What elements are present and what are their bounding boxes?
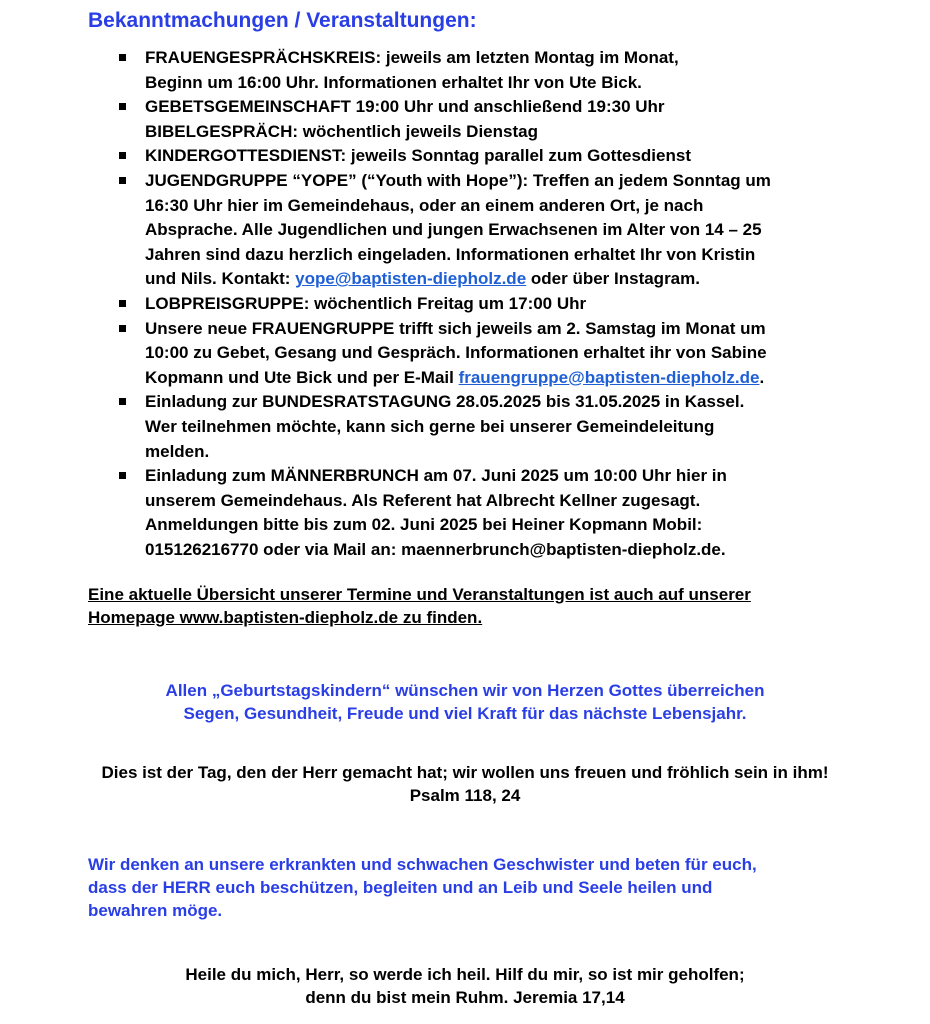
item-line: Jahren sind dazu herzlich eingeladen. Informationen erhaltet Ihr von Kristin: [145, 244, 756, 264]
item-line: unserem Gemeindehaus. Als Referent hat Albrecht Kellner zugesagt.: [145, 490, 701, 510]
bible-verse-jeremia: [0, 963, 930, 1009]
list-item: [110, 292, 910, 317]
item-line: LOBPREISGRUPPE: wöchentlich Freitag um 17:00 Uhr: [145, 293, 587, 313]
item-line: [145, 366, 910, 391]
item-line: 015126216770 oder via Mail an: maennerbrunch@baptisten-diepholz.de.: [145, 539, 726, 559]
item-text: und Nils. Kontakt:: [145, 269, 296, 289]
item-line: BIBELGESPRÄCH: wöchentlich jeweils Dienstag: [145, 121, 538, 141]
item-text: .: [759, 367, 765, 387]
list-item: [110, 95, 910, 144]
verse-reference: Psalm 118, 24: [409, 786, 521, 805]
prayer-notice: [88, 853, 757, 922]
homepage-line: Homepage www.baptisten-diepholz.de zu finden.: [88, 608, 483, 627]
frauengruppe-email-link[interactable]: frauengruppe@baptisten-diepholz.de: [458, 367, 760, 387]
item-line: GEBETSGEMEINSCHAFT 19:00 Uhr und anschließend 19:30 Uhr: [145, 97, 665, 117]
bullet-icon: [119, 152, 126, 159]
prayer-line: Wir denken an unsere erkrankten und schwachen Geschwister und beten für euch,: [88, 855, 757, 874]
yope-email-link[interactable]: yope@baptisten-diepholz.de: [295, 269, 527, 289]
list-item: [110, 317, 910, 391]
prayer-line: dass der HERR euch beschützen, begleiten und an Leib und Seele heilen und: [88, 878, 713, 897]
item-text: Kopmann und Ute Bick und per E-Mail: [145, 367, 459, 387]
item-line: Unsere neue FRAUENGRUPPE trifft sich jeweils am 2. Samstag im Monat um: [145, 318, 766, 338]
item-text: oder über Instagram.: [526, 269, 700, 289]
prayer-line: bewahren möge.: [88, 901, 223, 920]
item-line: KINDERGOTTESDIENST: jeweils Sonntag parallel zum Gottesdienst: [145, 146, 691, 166]
item-line: Anmeldungen bitte bis zum 02. Juni 2025 bei Heiner Kopmann Mobil:: [145, 515, 703, 535]
bullet-icon: [119, 472, 126, 479]
page-heading: Bekanntmachungen / Veranstaltungen:: [88, 9, 477, 32]
announcement-list: [110, 46, 910, 562]
item-line: 10:00 zu Gebet, Gesang und Gespräch. Informationen erhaltet ihr von Sabine: [145, 343, 767, 363]
bullet-icon: [119, 398, 126, 405]
birthday-line: Allen „Geburtstagskindern“ wünschen wir von Herzen Gottes überreichen: [165, 681, 765, 700]
bible-verse-psalm: [0, 761, 930, 807]
item-line: Wer teilnehmen möchte, kann sich gerne bei unserer Gemeindeleitung: [145, 416, 715, 436]
list-item: [110, 464, 910, 562]
item-line: Einladung zum MÄNNERBRUNCH am 07. Juni 2025 um 10:00 Uhr hier in: [145, 466, 727, 486]
verse-text: Heile du mich, Herr, so werde ich heil. Hilf du mir, so ist mir geholfen;: [185, 965, 745, 984]
birthday-wishes: [0, 679, 930, 725]
item-line: FRAUENGESPRÄCHSKREIS: jeweils am letzten Montag im Monat,: [145, 48, 679, 67]
item-line: Absprache. Alle Jugendlichen und jungen Erwachsenen im Alter von 14 – 25: [145, 220, 762, 240]
homepage-line: Eine aktuelle Übersicht unserer Termine und Veranstaltungen ist auch auf unserer: [88, 585, 751, 604]
item-line: [145, 267, 910, 292]
bullet-icon: [119, 325, 126, 332]
list-item: [110, 169, 910, 292]
birthday-line: Segen, Gesundheit, Freude und viel Kraft für das nächste Lebensjahr.: [183, 704, 747, 723]
item-line: Beginn um 16:00 Uhr. Informationen erhaltet Ihr von Ute Bick.: [145, 72, 642, 92]
item-line: 16:30 Uhr hier im Gemeindehaus, oder an einem anderen Ort, je nach: [145, 195, 704, 215]
list-item: [110, 390, 910, 464]
item-line: Einladung zur BUNDESRATSTAGUNG 28.05.2025 bis 31.05.2025 in Kassel.: [145, 392, 745, 412]
list-item: [110, 46, 910, 95]
bullet-icon: [119, 300, 126, 307]
verse-text: Dies ist der Tag, den der Herr gemacht hat; wir wollen uns freuen und fröhlich sein in ihm!: [101, 763, 829, 782]
verse-text: denn du bist mein Ruhm. Jeremia 17,14: [305, 988, 625, 1007]
item-line: melden.: [145, 441, 210, 461]
list-item: [110, 144, 910, 169]
bullet-icon: [119, 54, 126, 61]
bullet-icon: [119, 103, 126, 110]
bullet-icon: [119, 177, 126, 184]
item-line: JUGENDGRUPPE “YOPE” (“Youth with Hope”): Treffen an jedem Sonntag um: [145, 170, 771, 190]
homepage-notice: [88, 583, 751, 629]
